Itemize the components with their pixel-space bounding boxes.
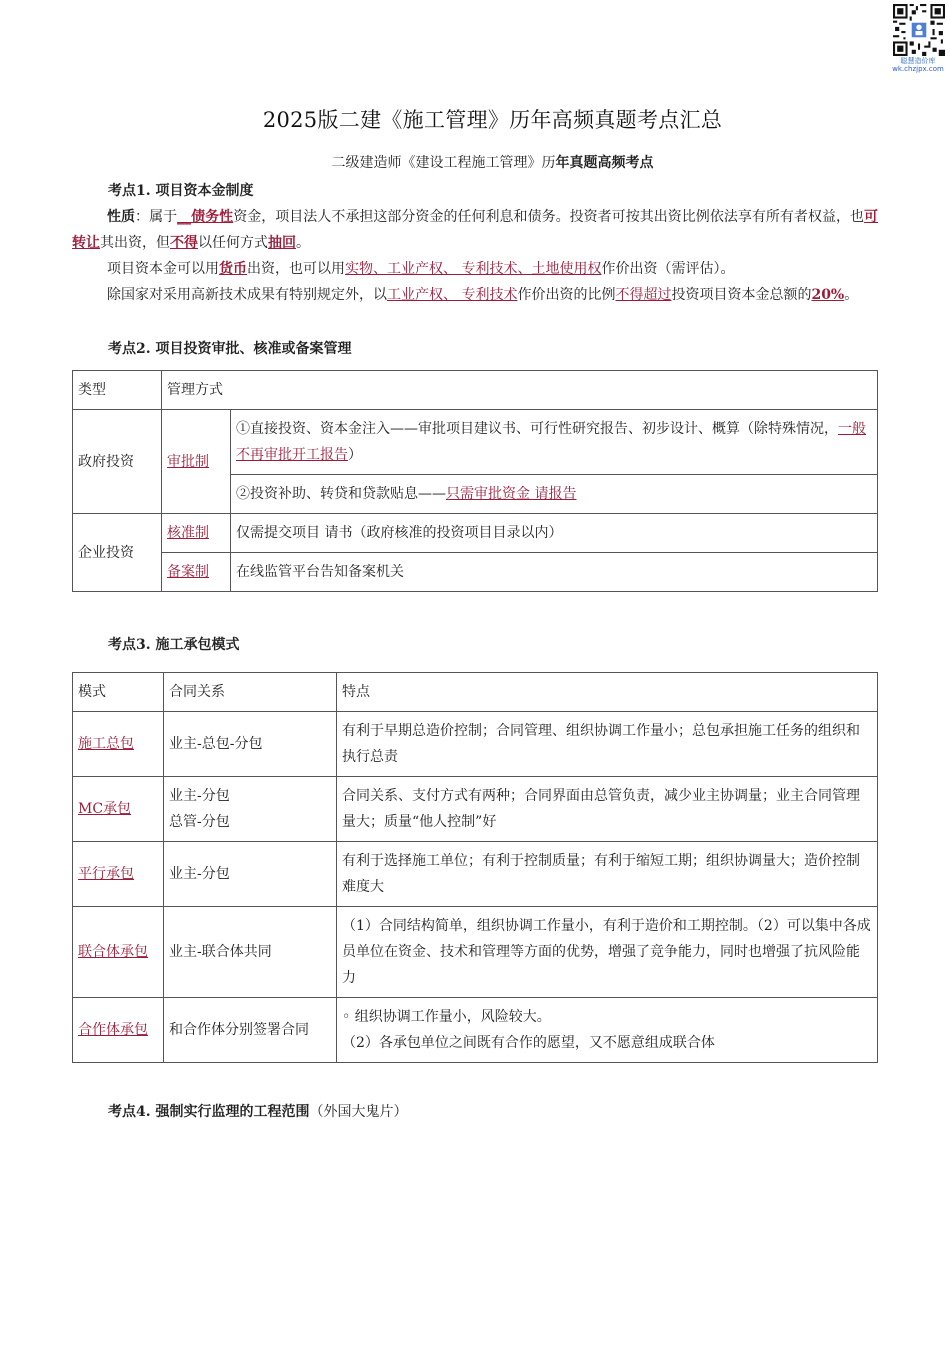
feature-line: ◦ 组织协调工作量小，风险较大。 — [342, 1009, 551, 1025]
header-feature: 特点 — [337, 673, 878, 712]
feature-cell — [337, 998, 878, 1063]
feature-cell: 有利于选择施工单位；有利于控制质量；有利于缩短工期；组织协调量大；造价控制难度大 — [337, 842, 878, 907]
subtitle-normal: 二级建造师《建设工程施工管理》历 — [331, 155, 556, 171]
keyword-percent: 20% — [811, 287, 845, 303]
table-row — [73, 907, 878, 998]
gov-investment-label: 政府投资 — [73, 410, 162, 514]
mode-cell — [73, 842, 164, 907]
text: 。 — [844, 287, 859, 303]
text: ①直接投资、资本金注入——审批项目建议书、可行性研究报告、初步设计、概算（除特殊情况， — [236, 421, 838, 437]
text: 作价出资的比例 — [517, 287, 616, 303]
text: 以任何方式 — [198, 235, 268, 251]
mode-label: 平行承包 — [78, 866, 134, 882]
header-type: 类型 — [73, 371, 162, 410]
text: 作价出资（需评估）。 — [601, 261, 735, 277]
keyword-assets: 实物、工业产权、 专利技术、土地使用权 — [345, 261, 602, 277]
relation-cell: 和合作体分别签署合同 — [164, 998, 337, 1063]
table-header-row — [73, 673, 878, 712]
page-title: 2025版二建《施工管理》历年高频真题考点汇总 — [262, 108, 723, 132]
mode-label: 联合体承包 — [78, 944, 148, 960]
approval-table — [72, 370, 878, 592]
document-body — [72, 178, 878, 1125]
point4-heading-note: （外国大鬼片） — [309, 1104, 408, 1120]
gov-subsidy — [231, 475, 878, 514]
relation-line: 业主-分包 — [169, 788, 230, 804]
text: ） — [348, 447, 362, 463]
text: 出资，也可以用 — [247, 261, 345, 277]
keyword-withdraw: 抽回 — [268, 235, 296, 251]
keyword-fund-report: 只需审批资金 请报告 — [446, 486, 577, 502]
subtitle-bold: 年真题高频考点 — [555, 155, 654, 171]
feature-cell: 有利于早期总造价控制；合同管理、组织协调工作量小；总包承担施工任务的组织和执行总责 — [337, 712, 878, 777]
relation-cell — [164, 777, 337, 842]
keyword-debt: __债务性 — [177, 209, 234, 225]
approval-system-label: 审批制 — [167, 453, 209, 470]
point1-para3 — [72, 282, 878, 308]
contracting-table — [72, 672, 878, 1063]
mode-label: 施工总包 — [78, 736, 134, 752]
filing-desc: 在线监管平台告知备案机关 — [231, 553, 878, 592]
point4-heading-bold: 考点4. 强制实行监理的工程范围 — [108, 1104, 310, 1120]
qr-caption-url: wk.chzjpx.com — [892, 65, 944, 73]
mode-cell — [73, 712, 164, 777]
label-nature: 性质 — [107, 209, 136, 225]
table-row — [73, 777, 878, 842]
feature-line: （2）各承包单位之间既有合作的愿望，又不愿意组成联合体 — [342, 1035, 715, 1051]
table-row — [73, 712, 878, 777]
filing-system-label: 备案制 — [167, 564, 209, 580]
table-row — [73, 410, 878, 475]
verification-system-label: 核准制 — [167, 525, 209, 541]
relation-line: 总管-分包 — [169, 814, 230, 830]
qr-code-icon — [893, 4, 945, 56]
point2-heading: 考点2. 项目投资审批、核准或备案管理 — [108, 341, 352, 357]
point1-heading: 考点1. 项目资本金制度 — [108, 183, 254, 199]
point1-para2 — [72, 256, 878, 282]
qr-caption-name: 聪慧造价库 — [900, 57, 936, 65]
qr-caption — [886, 57, 950, 73]
mode-label: 合作体承包 — [78, 1022, 148, 1038]
relation-cell: 业主-总包-分包 — [164, 712, 337, 777]
approval-system — [162, 410, 231, 514]
text: 项目资本金可以用 — [107, 261, 219, 277]
text: 。 — [296, 235, 310, 251]
header-relation: 合同关系 — [164, 673, 337, 712]
header-mode: 模式 — [73, 673, 164, 712]
text: ②投资补助、转贷和贷款贴息—— — [236, 486, 446, 502]
enterprise-investment-label: 企业投资 — [73, 514, 162, 592]
point4-heading — [72, 1099, 878, 1125]
point3-heading: 考点3. 施工承包模式 — [108, 637, 240, 653]
keyword-transfer: 可转让 — [72, 209, 879, 251]
feature-cell: 合同关系、支付方式有两种；合同界面由总管负责，减少业主协调量；业主合同管理量大；质量“他人控制”好 — [337, 777, 878, 842]
mode-label: MC承包 — [78, 801, 132, 817]
keyword-currency: 货币 — [219, 261, 247, 277]
verification-system — [162, 514, 231, 553]
mode-cell — [73, 777, 164, 842]
table-row — [73, 998, 878, 1063]
verification-desc: 仅需提交项目 请书（政府核准的投资项目目录以内） — [231, 514, 878, 553]
text: 其出资，但 — [100, 235, 170, 251]
gov-direct-investment — [231, 410, 878, 475]
keyword-no-start-report: 一般不再审批开工报告 — [236, 421, 866, 463]
text: 投资项目资本金总额的 — [671, 287, 812, 303]
feature-cell: （1）合同结构简单，组织协调工作量小，有利于造价和工期控制。（2）可以集中各成员单位在资金、技术和管理等方面的优势，增强了竞争能力，同时也增强了抗风险能力 — [337, 907, 878, 998]
table-row — [73, 553, 878, 592]
mode-cell — [73, 998, 164, 1063]
text: 资金，项目法人不承担这部分资金的任何利息和债务。投资者可按其出资比例依法享有所有者权益，也 — [233, 209, 865, 225]
text: ：属于 — [135, 209, 178, 225]
mode-cell — [73, 907, 164, 998]
page-subtitle — [0, 152, 950, 172]
keyword-ip: 工业产权、 专利技术 — [387, 287, 518, 303]
table-row — [73, 842, 878, 907]
keyword-not-exceed: 不得超过 — [615, 287, 672, 303]
filing-system — [162, 553, 231, 592]
point1-para1 — [72, 204, 878, 256]
text: 除国家对采用高新技术成果有特别规定外，以 — [107, 287, 387, 303]
table-row — [73, 514, 878, 553]
table-header-row — [73, 371, 878, 410]
relation-cell: 业主-联合体共同 — [164, 907, 337, 998]
header-method: 管理方式 — [162, 371, 878, 410]
keyword-not: 不得 — [170, 235, 198, 251]
relation-cell: 业主-分包 — [164, 842, 337, 907]
